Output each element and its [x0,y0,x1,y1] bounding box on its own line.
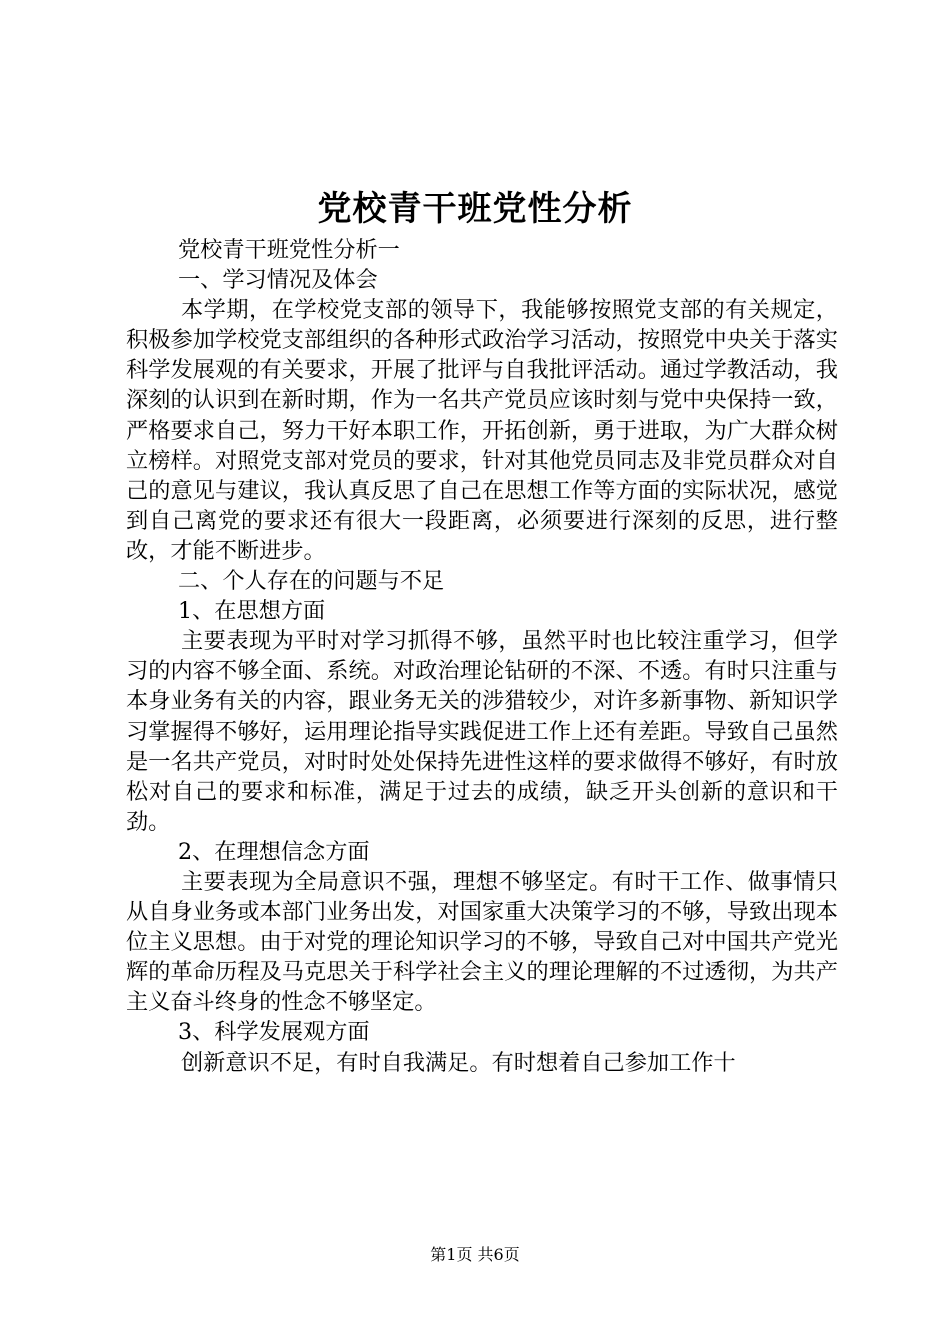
paragraph: 党校青干班党性分析一 [178,237,400,263]
paragraph: 二、个人存在的问题与不足 [178,568,445,595]
document-title: 党校青干班党性分析 [317,189,633,229]
paragraph: 主要表现为平时对学习抓得不够，虽然平时也比较注重学习，但学习的内容不够全面、系统。对政治理论钻研的不深、不透。有时只注重与本身业务有关的内容，跟业务无关的涉猎较少，对许多新事物、新知识学习掌握得不够好，运用理论指导实践促进工作上还有差距。导致自己虽然是一名共产党员，对时时处处保持先进性这样的要求做得不够好，有时放松对自己的要求和标准，满足于过去的成绩，缺乏开头创新的意识和干劲。 [126,628,838,835]
paragraph: 1、在思想方面 [178,598,326,625]
paragraph: 一、学习情况及体会 [178,267,378,294]
paragraph: 创新意识不足，有时自我满足。有时想着自己参加工作十 [181,1049,736,1076]
paragraph: 3、科学发展观方面 [178,1019,370,1046]
paragraph: 2、在理想信念方面 [178,838,370,865]
document-body [126,235,838,1078]
paragraph: 本学期，在学校党支部的领导下，我能够按照党支部的有关规定，积极参加学校党支部组织的各种形式政治学习活动，按照党中央关于落实科学发展观的有关要求，开展了批评与自我批评活动。通过学教活动，我深刻的认识到在新时期，作为一名共产党员应该时刻与党中央保持一致，严格要求自己，努力干好本职工作，开拓创新，勇于进取，为广大群众树立榜样。对照党支部对党员的要求，针对其他党员同志及非党员群众对自己的意见与建议，我认真反思了自己在思想工作等方面的实际状况，感觉到自己离党的要求还有很大一段距离，必须要进行深刻的反思，进行整改，才能不断进步。 [126,297,838,564]
page-number-footer: 第1页 共6页 [430,1245,520,1264]
paragraph: 主要表现为全局意识不强，理想不够坚定。有时干工作、做事情只从自身业务或本部门业务出发，对国家重大决策学习的不够，导致出现本位主义思想。由于对党的理论知识学习的不够，导致自己对中国共产党光辉的革命历程及马克思关于科学社会主义的理论理解的不过透彻，为共产主义奋斗终身的性念不够坚定。 [126,868,838,1016]
